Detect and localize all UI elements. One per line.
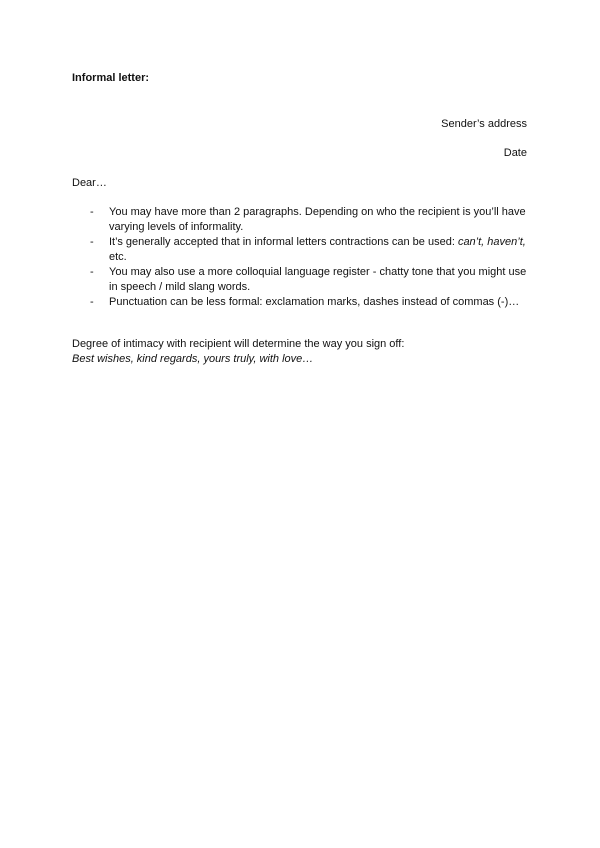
bullet-dash: - xyxy=(90,236,94,248)
salutation: Dear… xyxy=(72,177,107,189)
signoff-examples: Best wishes, kind regards, yours truly, with love… xyxy=(72,353,314,365)
tip-text: You may also use a more colloquial language register - chatty tone that you might use in speech / mild slang words. xyxy=(109,266,527,293)
bullet-dash: - xyxy=(90,206,94,218)
sender-address: Sender’s address xyxy=(441,118,527,130)
bullet-dash: - xyxy=(90,266,94,278)
tip-example-havent: haven’t, xyxy=(487,236,526,248)
document-title: Informal letter: xyxy=(72,72,150,84)
tip-text-after: etc. xyxy=(109,251,127,263)
tip-text: You may have more than 2 paragraphs. Depending on who the recipient is you’ll have varying levels of informality. xyxy=(109,206,526,233)
tips-list xyxy=(72,205,532,310)
signoff-note: Degree of intimacy with recipient will determine the way you sign off: xyxy=(72,338,405,350)
tip-text: Punctuation can be less formal: exclamation marks, dashes instead of commas (-)… xyxy=(109,296,520,308)
list-item xyxy=(72,205,532,235)
list-item xyxy=(72,235,532,265)
bullet-dash: - xyxy=(90,296,94,308)
list-item xyxy=(72,265,532,295)
letter-date: Date xyxy=(503,147,527,159)
tip-example-cant: can’t, xyxy=(457,236,485,248)
signoff-section xyxy=(72,337,532,367)
list-item xyxy=(72,295,532,310)
tip-text: It’s generally accepted that in informal letters contractions can be used: xyxy=(109,236,458,248)
